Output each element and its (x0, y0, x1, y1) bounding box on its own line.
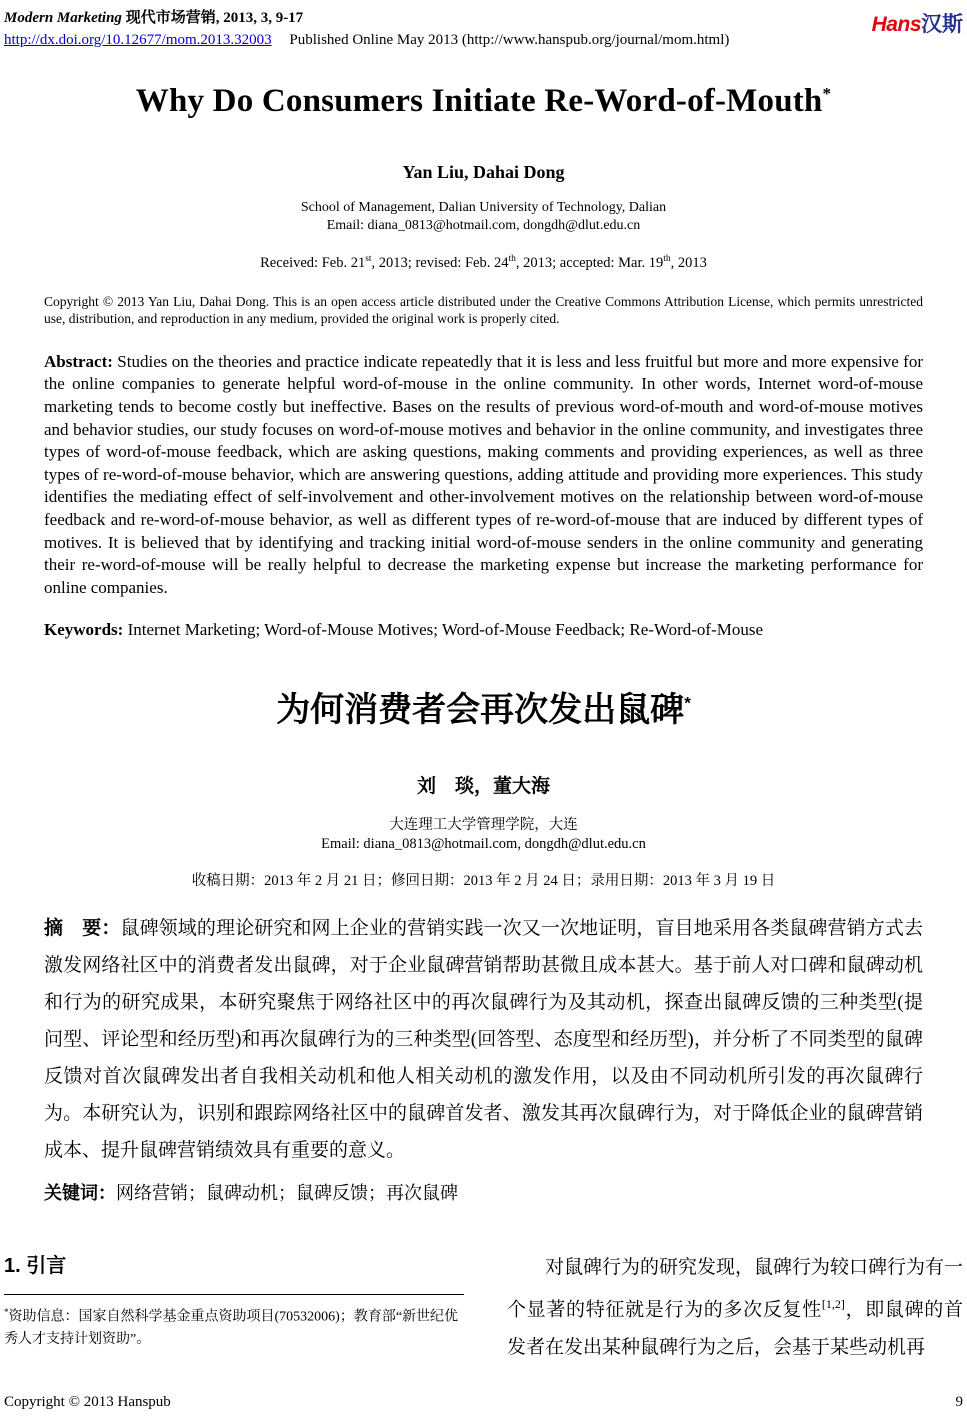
cn-abstract-label: 摘 要： (44, 918, 121, 940)
cn-paper-title (44, 682, 923, 731)
affiliation: School of Management, Dalian University of Technology, Dalian (300, 200, 667, 215)
journal-issue: 现代市场营销, 2013, 3, 9-17 (125, 10, 304, 26)
right-column (507, 1249, 963, 1365)
page-number: 9 (955, 1394, 963, 1410)
paper-title (44, 83, 923, 120)
authors: Yan Liu, Dahai Dong (402, 162, 565, 182)
footnote-mark: * (4, 1307, 9, 1318)
paper-title-text: Why Do Consumers Initiate Re-Word-of-Mouth (135, 83, 823, 119)
received-part: , 2013; accepted: Mar. 19 (515, 254, 664, 271)
intro-paragraph (507, 1249, 963, 1365)
doi-line (4, 32, 729, 49)
page-footer (4, 1394, 963, 1411)
keywords-text: Internet Marketing; Word-of-Mouse Motives; Word-of-Mouse Feedback; Re-Word-of-Mouse (127, 620, 764, 640)
title-footnote-mark: * (822, 84, 832, 103)
cn-affiliation: 大连理工大学管理学院，大连 (389, 817, 578, 834)
doi-link[interactable]: http://dx.doi.org/10.12677/mom.2013.32003 (4, 32, 272, 48)
footer-copyright: Copyright © 2013 Hanspub (4, 1394, 171, 1410)
cn-keywords (44, 1179, 923, 1205)
cn-authors: 刘 琰，董大海 (416, 776, 550, 798)
cn-keywords-text: 网络营销；鼠碑动机；鼠碑反馈；再次鼠碑 (116, 1183, 458, 1204)
journal-header-left (4, 6, 729, 49)
abstract-label: Abstract: (44, 351, 113, 371)
body-columns (4, 1249, 963, 1365)
journal-line (4, 6, 729, 27)
footnote-text: 资助信息：国家自然科学基金重点资助项目(70532006)；教育部“新世纪优秀人才支持计划资助”。 (4, 1310, 459, 1348)
received-sup: st (365, 254, 372, 264)
affiliation-block (44, 199, 923, 235)
hans-logo (872, 8, 963, 38)
cn-received-dates: 收稿日期：2013 年 2 月 21 日；修回日期：2013 年 2 月 24 日；录用日期：2013 年 3 月 19 日 (191, 873, 776, 890)
section-1-heading: 1. 引言 (4, 1255, 67, 1278)
intro-text: ，即鼠碑的首发者在发出某种鼠碑行为之后，会基于某些动机再 (507, 1299, 963, 1358)
funding-footnote (4, 1294, 464, 1351)
email-line: Email: diana_0813@hotmail.com, dongdh@dlut.edu.cn (326, 218, 641, 233)
license-notice: Copyright © 2013 Yan Liu, Dahai Dong. This is an open access article distributed under the Creative Commons Attribution License, which permits unrestricted use, distribution, and reproduction in any medium, provided the original work is properly cited. (44, 293, 923, 326)
received-part: , 2013 (670, 254, 707, 271)
cn-email-line: Email: diana_0813@hotmail.com, dongdh@dlut.edu.cn (321, 836, 646, 853)
left-column (4, 1249, 464, 1365)
hans-logo-en: Hans (871, 13, 921, 36)
received-sup: th (508, 254, 516, 264)
citation-ref: [1,2] (821, 1297, 845, 1312)
received-part: , 2013; revised: Feb. 24 (371, 254, 509, 271)
abstract-text: Studies on the theories and practice indicate repeatedly that it is less and less fruitful but more and more expensive for the online companies to generate helpful word-of-mouse in the online community. In other words, Internet word-of-mouse marketing tends to become costly but ineffective. Bases on the results of previous word-of-mouth and word-of-mouse motives and behavior studies, our study focuses on word-of-mouse motives and behavior in the online community, and investigates three types of word-of-mouse feedback, which are asking questions, making comments and providing experiences, as well as three types of re-word-of-mouse behavior, which are answering questions, adding attitude and providing more experiences. This study identifies the mediating effect of self-involvement and other-involvement motives on the relationship between word-of-mouse feedback and re-word-of-mouse behavior, as well as different types of re-word-of-mouse that are induced by different types of motives. It is believed that by identifying and tracking initial word-of-mouse senders in the online community and generating their re-word-of-mouse will be really helpful to decrease the marketing expense but increase the marketing performance for online companies. (44, 351, 924, 597)
cn-paper-title-text: 为何消费者会再次发出鼠碑 (276, 691, 685, 730)
cn-abstract (44, 910, 923, 1169)
received-dates (44, 254, 923, 272)
cn-abstract-text: 鼠碑领域的理论研究和网上企业的营销实践一次又一次地证明，盲目地采用各类鼠碑营销方式去激发网络社区中的消费者发出鼠碑，对于企业鼠碑营销帮助甚微且成本甚大。基于前人对口碑和鼠碑动机和行为的研究成果，本研究聚焦于网络社区中的再次鼠碑行为及其动机，探查出鼠碑反馈的三种类型(提问型、评论型和经历型)和再次鼠碑行为的三种类型(回答型、态度型和经历型)，并分析了不同类型的鼠碑反馈对首次鼠碑发出者自我相关动机和他人相关动机的激发作用，以及由不同动机所引发的再次鼠碑行为。本研究认为，识别和跟踪网络社区中的鼠碑首发者、激发其再次鼠碑行为，对于降低企业的鼠碑营销成本、提升鼠碑营销绩效具有重要的意义。 (44, 918, 923, 1162)
front-matter (44, 83, 923, 1205)
journal-header (4, 6, 963, 49)
received-sup: th (663, 254, 671, 264)
keywords (44, 620, 923, 640)
intro-text: 对鼠碑行为的研究发现，鼠碑行为较口碑行为有一个显著的特征就是行为的多次反复性 (507, 1257, 964, 1321)
cn-affiliation-block (44, 816, 923, 854)
column-gap (464, 1249, 507, 1365)
hans-logo-cn: 汉斯 (921, 13, 963, 36)
received-part: Received: Feb. 21 (260, 254, 366, 271)
abstract (44, 351, 923, 600)
published-info: Published Online May 2013 (http://www.hanspub.org/journal/mom.html) (289, 32, 730, 48)
journal-name: Modern Marketing (4, 10, 122, 26)
cn-keywords-label: 关键词： (44, 1183, 116, 1204)
cn-title-footnote-mark: * (684, 694, 691, 714)
keywords-label: Keywords: (44, 620, 124, 640)
